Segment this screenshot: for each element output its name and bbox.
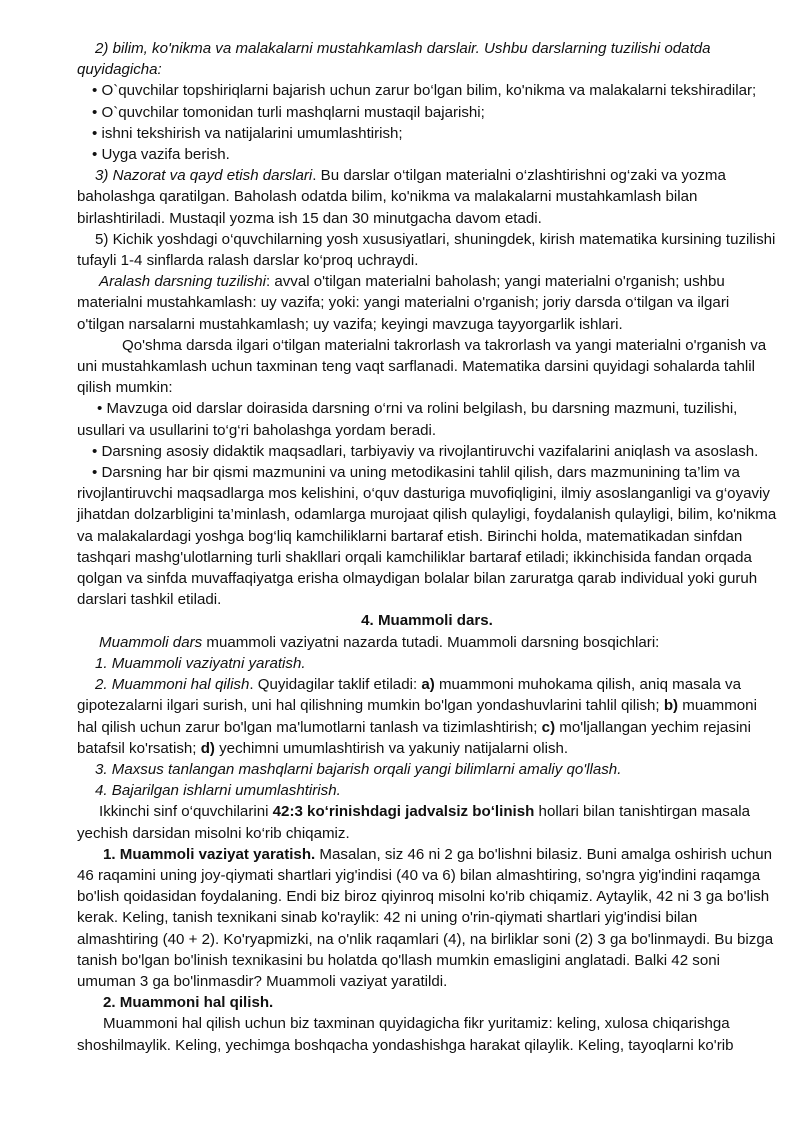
text-run: mo'ljallangan yechim rejasini batafsil ko'rsatish;: [77, 718, 751, 757]
bold-text: 4. Muammoli dars.: [361, 612, 493, 630]
paragraph: [77, 80, 777, 101]
document-page: [77, 38, 777, 1056]
text-run: • O`quvchilar tomonidan turli mashqlarni mustaqil bajarishi;: [92, 103, 485, 121]
paragraph: [77, 610, 777, 631]
italic-text: 3. Maxsus tanlangan mashqlarni bajarish orqali yangi bilimlarni amaliy qo'llash.: [95, 760, 622, 778]
paragraph: [77, 144, 777, 165]
text-run: Qo'shma darsda ilgari o‘tilgan materialni takrorlash va takrorlash va yangi materialni o'rganish va uni mustahkamlash uchun taxminan teng vaqt sarflanadi. Matematika darsini quyidagi sohalarda tahlil qilish mumkin:: [77, 336, 767, 397]
paragraph: [77, 271, 777, 335]
paragraph: [77, 780, 777, 801]
text-run: • O`quvchilar topshiriqlarni bajarish uchun zarur bo‘lgan bilim, ko'nikma va malakalarni tekshiradilar;: [92, 82, 757, 100]
paragraph: [77, 992, 777, 1013]
text-run: : avval o'tilgan materialni baholash; yangi materialni o'rganish; ushbu materialni mustahkamlash: uy vazifa; yoki: yangi materialni o'rganish; joriy darsda o‘tilgan va ilgari o'tilgan narsalarni mustahkamlash; uy vazifa; keyingi mavzuga tayyorgarlik ishlari.: [77, 273, 730, 333]
paragraph: [77, 759, 777, 780]
text-run: muammoli vaziyatni nazarda tutadi. Muammoli darsning bosqichlari:: [202, 633, 660, 651]
text-run: Masalan, siz 46 ni 2 ga bo'lishni bilasiz. Buni amalga oshirish uchun 46 raqamini uning joy-qiymati shartlari yig'indisi (40 va 6) bilan almashtiring, so'ngra yig'indini raqamga bo'lish qoidasidan foydalaning. Endi biz biroz qiyinroq misolni ko'rib chiqamiz. Aytaylik, 42 ni 3 ga bo'lish kerak. Keling, tanish texnikani sinab ko'raylik: 42 ni uning o'rin-qiymati shartlari yig'indisi bilan almashtiring (40 + 2). Ko'ryapmizki, na o'nlik raqamlari (4), na birliklar soni (2) 3 ga bo'linmaydi. Bu bizga tanish bo'lgan bo'linish texnikasini bu holatda qo'llash mumkin emasligini anglatadi. Balki 42 soni umuman 3 ga bo'linmasdir? Muammoli vaziyat yaratildi.: [77, 845, 774, 990]
text-run: . Quyidagilar taklif etiladi:: [249, 676, 422, 694]
text-run: 5) Kichik yoshdagi o‘quvchilarning yosh xususiyatlari, shuningdek, kirish matematika kursining tuzilishi tufayli 1-4 sinflarda ralash darslar ko‘proq uchraydi.: [77, 230, 776, 270]
paragraph: [77, 632, 777, 653]
bold-text: 1. Muammoli vaziyat yaratish.: [103, 845, 316, 863]
bold-text: b): [663, 697, 679, 715]
text-run: muammoni hal qilish uchun zarur bo'lgan ma'lumotlarni tanlash va tizimlashtirish;: [77, 697, 757, 736]
paragraph: [77, 674, 777, 759]
italic-text: 1. Muammoli vaziyatni yaratish.: [95, 654, 306, 672]
paragraph: [77, 653, 777, 674]
paragraph: [77, 844, 777, 992]
text-run: muammoni muhokama qilish, aniq masala va gipotezalarni ilgari surish, uni hal qilishning mumkin bo'lgan yondashuvlarini tahlil qilish;: [77, 676, 741, 715]
text-run: • Darsning asosiy didaktik maqsadlari, tarbiyaviy va rivojlantiruvchi vazifalarini aniqlash va asoslash.: [92, 442, 759, 460]
paragraph: [77, 102, 777, 123]
bold-text: 2. Muammoni hal qilish.: [103, 994, 274, 1012]
paragraph: [77, 38, 777, 80]
paragraph: [77, 441, 777, 462]
paragraph: [77, 398, 777, 440]
italic-text: Muammoli dars: [99, 633, 203, 651]
text-run: hollari bilan tanishtirgan masala yechish darsidan misolni ko‘rib chiqamiz.: [77, 803, 750, 842]
italic-text: Aralash darsning tuzilishi: [99, 273, 266, 291]
bold-text: a): [421, 676, 435, 694]
paragraph: [77, 335, 777, 399]
text-run: Ikkinchi sinf o‘quvchilarini: [99, 803, 273, 821]
text-run: Muammoni hal qilish uchun biz taxminan quyidagicha fikr yuritamiz: keling, xulosa chiqarishga shoshilmaylik. Keling, yechimga boshqacha yondashishga harakat qilaylik. Keling, tayoqlarni ko'rib: [77, 1015, 734, 1054]
italic-text: 2. Muammoni hal qilish: [95, 676, 250, 694]
paragraph: [77, 229, 777, 271]
paragraph: [77, 462, 777, 610]
italic-text: 3) Nazorat va qayd etish darslari: [95, 167, 313, 185]
paragraph: [77, 1013, 777, 1055]
paragraph: [77, 123, 777, 144]
italic-text: 4. Bajarilgan ishlarni umumlashtirish.: [95, 782, 341, 800]
text-run: yechimni umumlashtirish va yakuniy natijalarni olish.: [214, 739, 569, 757]
text-run: . Bu darslar o‘tilgan materialni o‘zlashtirishni og‘zaki va yozma baholashga qaratilgan. Baholash odatda bilim, ko'nikma va malakalarni mustahkamlash bilan birlashtiriladi. Mustaqil yozma ish 15 dan 30 minutgacha davom etadi.: [77, 167, 726, 227]
text-run: • Mavzuga oid darslar doirasida darsning o‘rni va rolini belgilash, bu darsning mazmuni, tuzilishi, usullari va usullarini to‘g‘ri baholashga yordam beradi.: [77, 400, 738, 439]
text-run: • Uyga vazifa berish.: [92, 146, 230, 164]
italic-text: 2) bilim, ko'nikma va malakalarni mustahkamlash darslair. Ushbu darslarning tuzilishi odatda quyidagicha:: [77, 40, 711, 79]
text-run: • Darsning har bir qismi mazmunini va uning metodikasini tahlil qilish, dars mazmunining ta’lim va rivojlantiruvchi maqsadlarga mos kelishini, o‘quv dasturiga muvofiqligini, ilmiy asoslanganligi va g‘oyaviy jihatdan dolzarbligini ta’minlash, odamlarga murojaat qilish qulayligi, foydalanish qulayligi, bilim, ko'nikma va malakalardagi yoshga bog‘liq kamchiliklarni bartaraf etish. Birinchi holda, matematikadan sinfdan tashqari mashg'ulotlarning turli shakllari orqali kamchiliklar bartaraf etiladi; ikkinchisida fandan orqada qolgan va sinfda muvaffaqiyatga erisha olmaydigan bolalar bilan zaruratga qarab individual yoki guruh darslari tashkil etiladi.: [77, 464, 777, 609]
paragraph: [77, 165, 777, 229]
paragraph: [77, 801, 777, 843]
bold-text: 42:3 ko‘rinishdagi jadvalsiz bo‘linish: [272, 803, 535, 821]
text-run: • ishni tekshirish va natijalarini umumlashtirish;: [92, 124, 403, 142]
bold-text: c): [541, 718, 556, 736]
bold-text: d): [200, 739, 215, 757]
